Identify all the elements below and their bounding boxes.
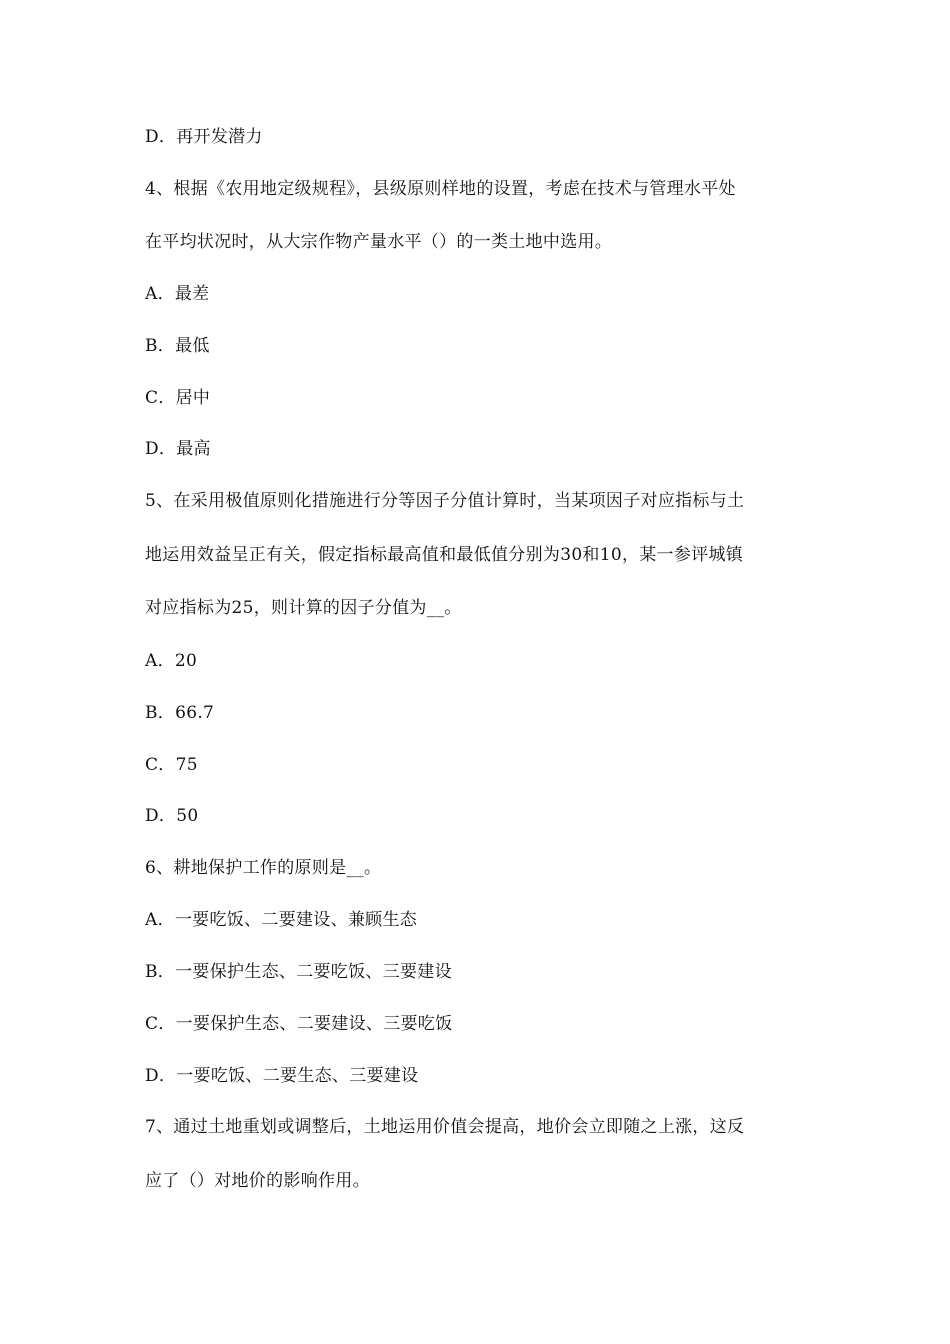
q6-option-c: C．一要保护生态、二要建设、三要吃饭 [145, 1014, 453, 1034]
q4-stem-line-1: 4、根据《农用地定级规程》，县级原则样地的设置，考虑在技术与管理水平处 [145, 179, 736, 199]
q7-stem-line-2: 应了（）对地价的影响作用。 [145, 1171, 370, 1191]
q4-option-a: A．最差 [145, 284, 210, 304]
q4-stem-line-2: 在平均状况时，从大宗作物产量水平（）的一类土地中选用。 [145, 232, 613, 252]
q3-option-d: D．再开发潜力 [145, 127, 263, 147]
q5-option-a: A．20 [145, 651, 198, 671]
q5-stem-line-1: 5、在采用极值原则化措施进行分等因子分值计算时，当某项因子对应指标与土 [145, 491, 745, 511]
q5-option-d: D．50 [145, 806, 199, 826]
q6-option-d: D．一要吃饭、二要生态、三要建设 [145, 1066, 419, 1086]
q4-option-d: D．最高 [145, 439, 211, 459]
q5-stem-line-3: 对应指标为25，则计算的因子分值为__。 [145, 598, 462, 618]
q6-stem: 6、耕地保护工作的原则是__。 [145, 858, 382, 878]
q7-stem-line-1: 7、通过土地重划或调整后，土地运用价值会提高，地价会立即随之上涨，这反 [145, 1117, 745, 1137]
q5-option-c: C．75 [145, 755, 198, 775]
q4-option-c: C．居中 [145, 388, 211, 408]
q5-option-b: B．66.7 [145, 703, 215, 723]
q5-stem-line-2: 地运用效益呈正有关，假定指标最高值和最低值分别为30和10，某一参评城镇 [145, 545, 744, 565]
q6-option-b: B．一要保护生态、二要吃饭、三要建设 [145, 962, 452, 982]
q4-option-b: B．最低 [145, 336, 210, 356]
q6-option-a: A．一要吃饭、二要建设、兼顾生态 [145, 910, 418, 930]
